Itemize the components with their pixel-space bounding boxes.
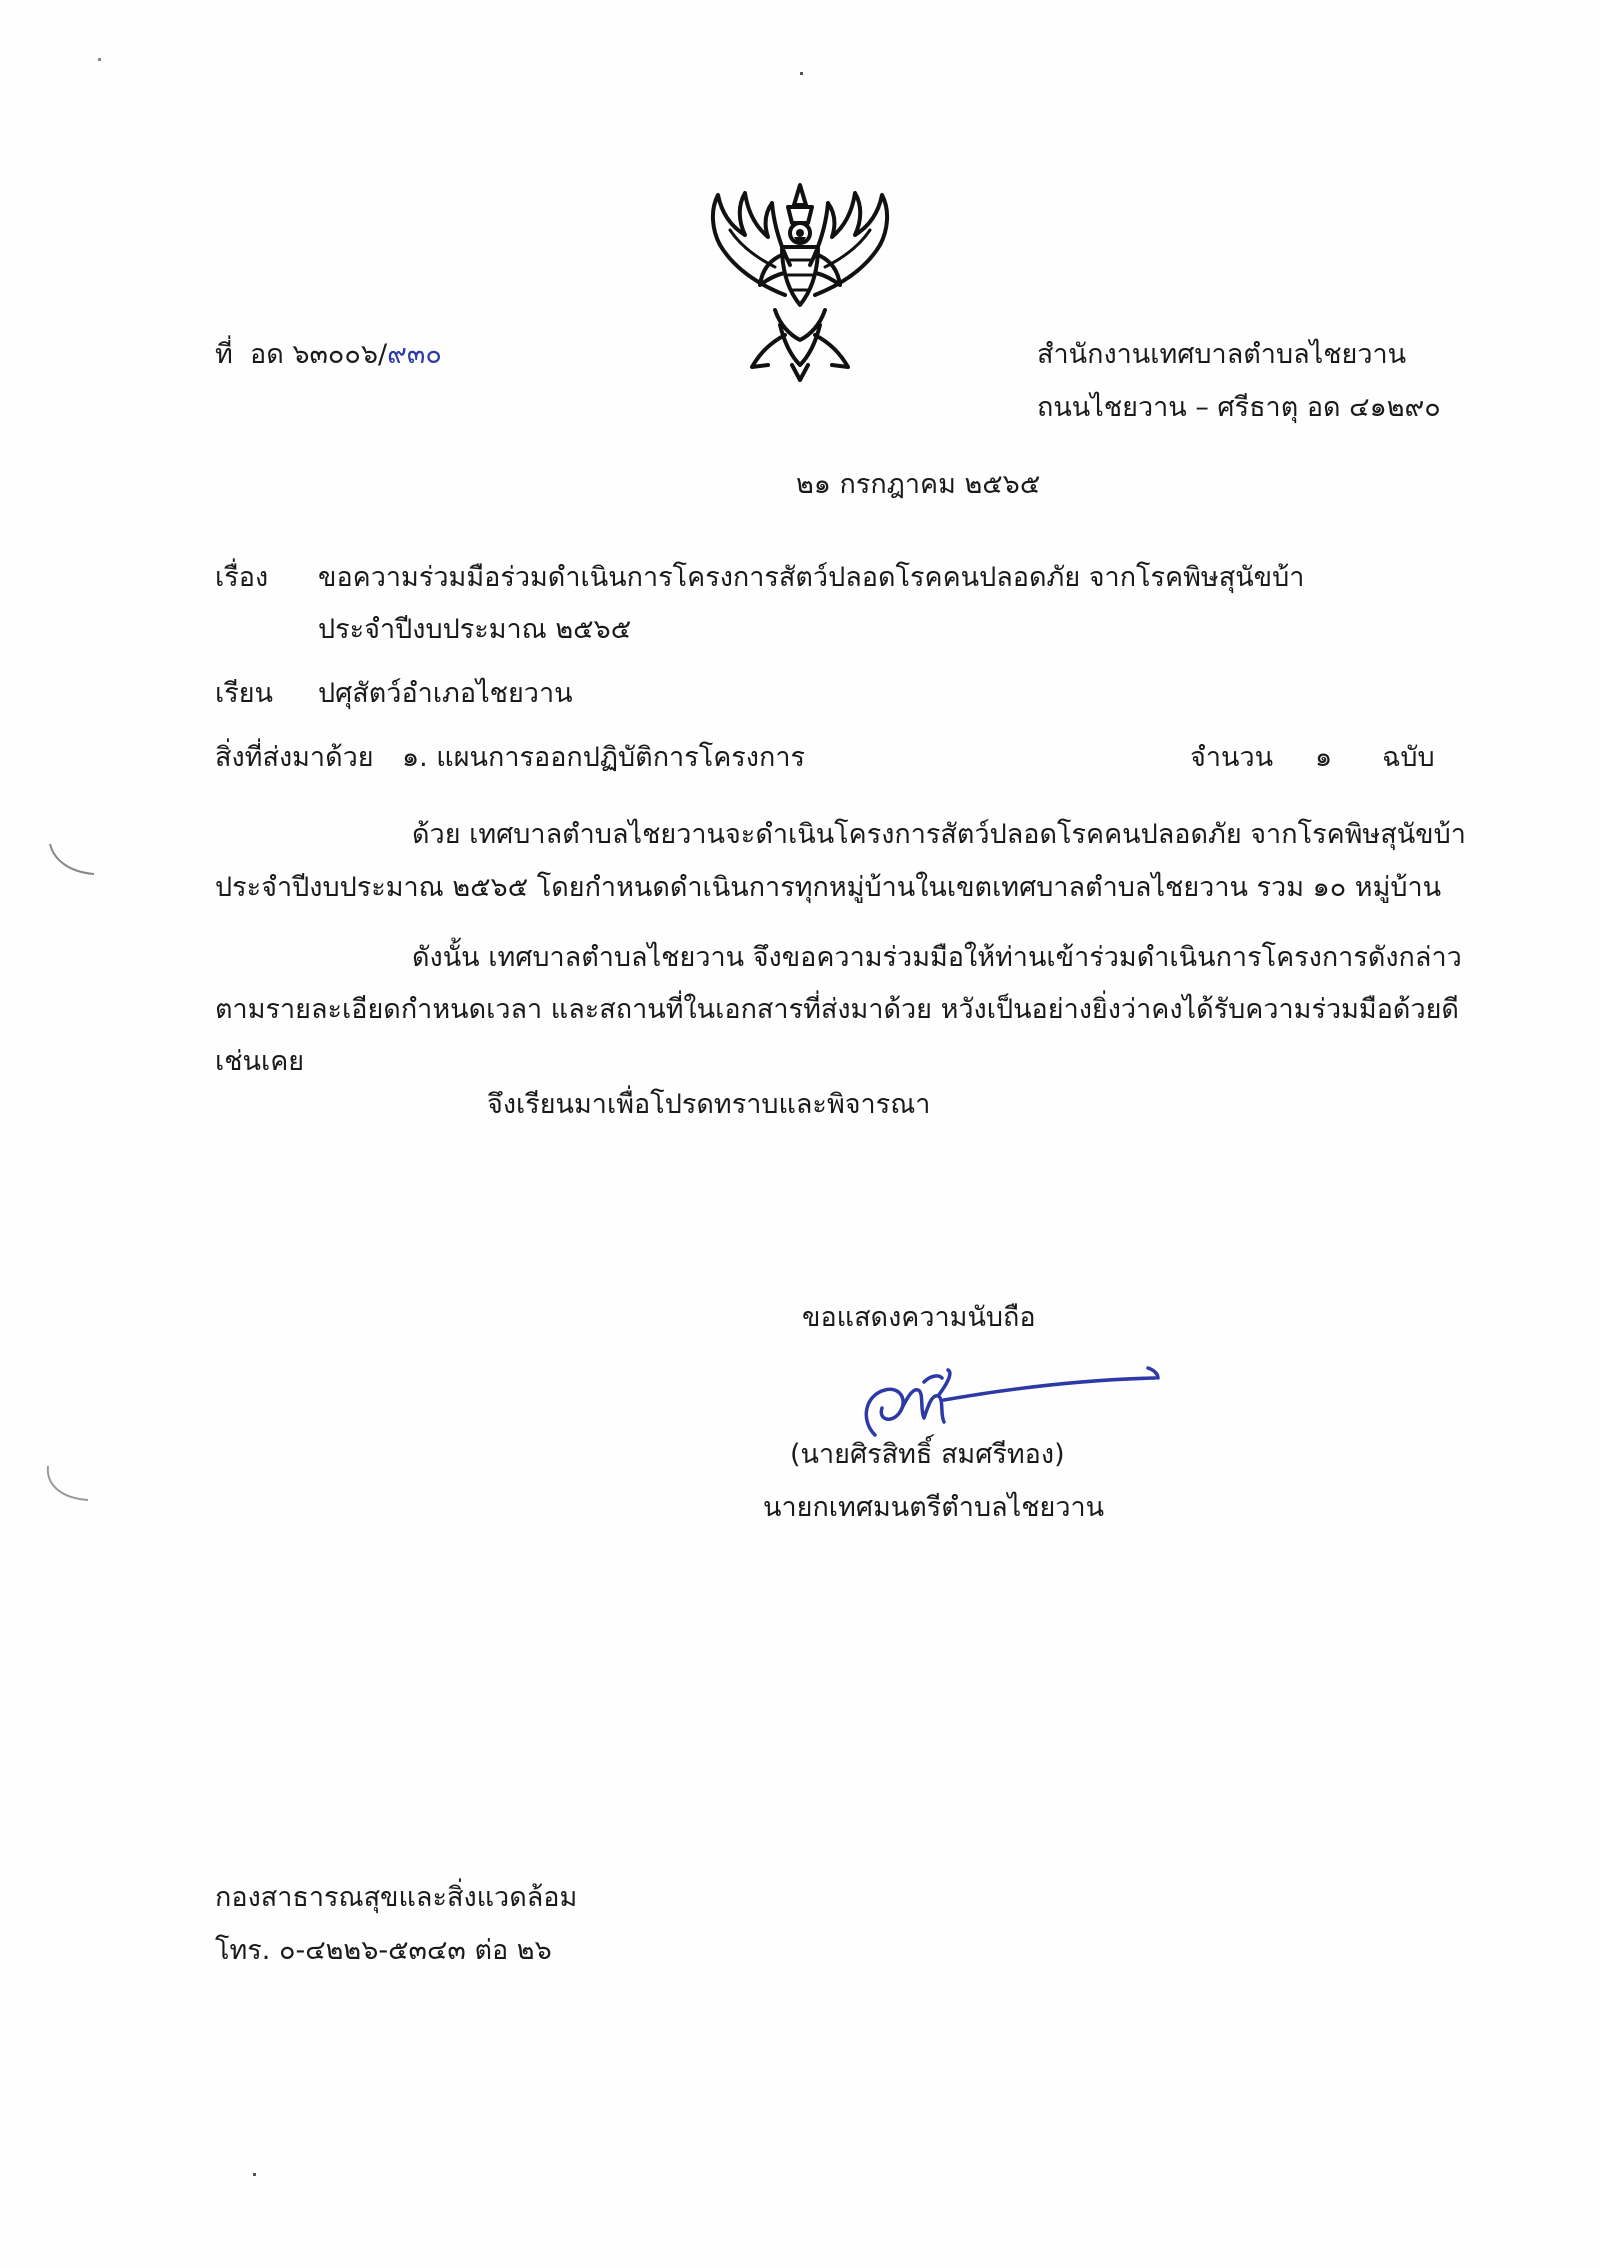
office-address: ถนนไชยวาน – ศรีธาตุ อด ๔๑๒๙๐ — [1037, 392, 1441, 423]
subject-label: เรื่อง — [215, 562, 269, 593]
closing-request: จึงเรียนมาเพื่อโปรดทราบและพิจารณา — [487, 1089, 931, 1120]
scan-mark — [44, 840, 104, 880]
scan-speck — [800, 72, 803, 75]
signer-position: นายกเทศมนตรีตำบลไชยวาน — [763, 1492, 1105, 1523]
office-name: สำนักงานเทศบาลตำบลไชยวาน — [1037, 339, 1407, 370]
body-paragraph-2-line-3: เช่นเคย — [215, 1046, 305, 1077]
phone-number: โทร. ๐-๔๒๒๖-๕๓๔๓ ต่อ ๒๖ — [215, 1935, 552, 1966]
body-paragraph-2-line-2: ตามรายละเอียดกำหนดเวลา และสถานที่ในเอกสารที่ส่งมาด้วย หวังเป็นอย่างยิ่งว่าคงได้รับความร่วมมือด้วยดี — [215, 994, 1459, 1025]
department-name: กองสาธารณสุขและสิ่งแวดล้อม — [215, 1882, 578, 1913]
subject-line-1: ขอความร่วมมือร่วมดำเนินการโครงการสัตว์ปลอดโรคคนปลอดภัย จากโรคพิษสุนัขบ้า — [318, 562, 1305, 593]
body-paragraph-2-line-1: ดังนั้น เทศบาลตำบลไชยวาน จึงขอความร่วมมือให้ท่านเข้าร่วมดำเนินการโครงการดังกล่าว — [412, 942, 1462, 973]
enclosure-item: ๑. แผนการออกปฏิบัติการโครงการ — [402, 742, 805, 773]
ref-handwritten-number: ๙๓๐ — [387, 339, 442, 370]
garuda-emblem — [690, 175, 910, 385]
enclosure-qty-label: จำนวน — [1190, 742, 1274, 773]
handwritten-signature — [840, 1340, 1170, 1450]
enclosure-unit: ฉบับ — [1382, 742, 1435, 773]
ref-prefix: อด ๖๓๐๐๖/ — [249, 339, 388, 370]
body-paragraph-1-line-1: ด้วย เทศบาลตำบลไชยวานจะดำเนินโครงการสัตว์ปลอดโรคคนปลอดภัย จากโรคพิษสุนัขบ้า — [412, 819, 1466, 850]
enclosure-label: สิ่งที่ส่งมาด้วย — [215, 742, 374, 773]
document-date: ๒๑ กรกฎาคม ๒๕๖๕ — [796, 469, 1041, 500]
scan-mark — [40, 1460, 100, 1510]
signer-name: (นายศิรสิทธิ์ สมศรีทอง) — [790, 1439, 1065, 1470]
scan-speck — [98, 58, 101, 61]
body-paragraph-1-line-2: ประจำปีงบประมาณ ๒๕๖๕ โดยกำหนดดำเนินการทุกหมู่บ้านในเขตเทศบาลตำบลไชยวาน รวม ๑๐ หมู่บ้าน — [215, 872, 1442, 903]
scan-speck — [253, 2173, 256, 2176]
enclosure-qty: ๑ — [1315, 742, 1333, 773]
closing-salutation: ขอแสดงความนับถือ — [802, 1302, 1036, 1333]
ref-number — [215, 337, 442, 372]
ref-label: ที่ — [215, 339, 233, 370]
subject-line-2: ประจำปีงบประมาณ ๒๕๖๕ — [318, 614, 632, 645]
recipient-label: เรียน — [215, 678, 274, 709]
recipient-value: ปศุสัตว์อำเภอไชยวาน — [318, 678, 573, 709]
